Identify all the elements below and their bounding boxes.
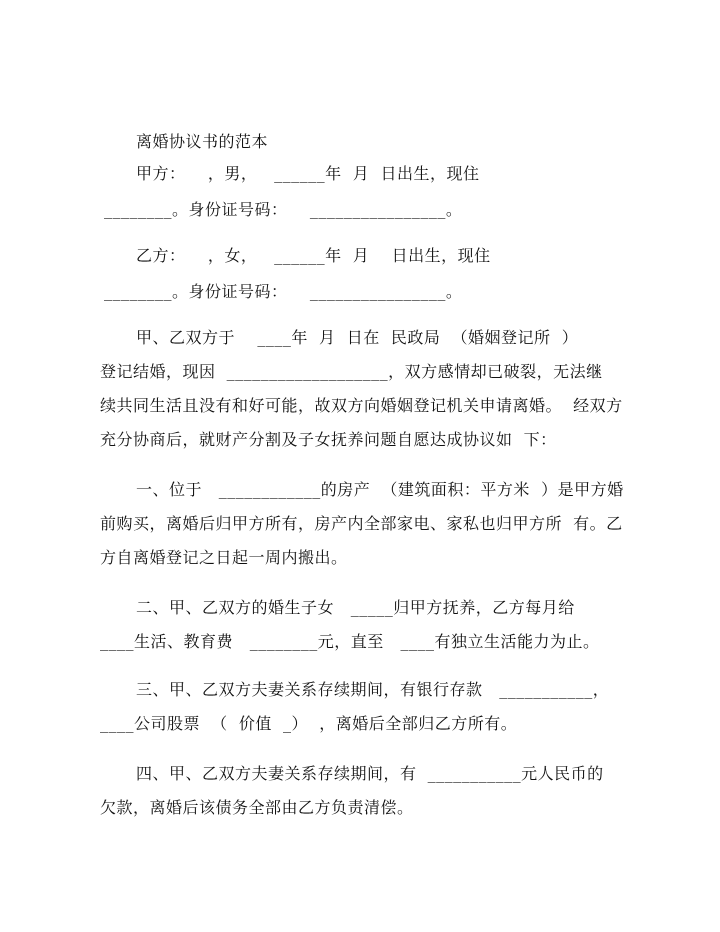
clause-3-line-1: 三、甲、乙双方夫妻关系存续期间，有银行存款 ___________， bbox=[136, 680, 610, 699]
clause-1-line-2: 前购买，离婚后归甲方所有，房产内全部家电、家私也归甲方所 有。乙 bbox=[100, 514, 623, 533]
clause-1-line-1: 一、位于 ____________的房产 （建筑面积：平方米 ）是甲方婚 bbox=[136, 480, 624, 499]
party-b-id-line: ________。身份证号码： ________________。 bbox=[104, 282, 463, 301]
clause-2-line-1: 二、甲、乙双方的婚生子女 _____归甲方抚养，乙方每月给 bbox=[136, 598, 575, 617]
preamble-line-4: 充分协商后，就财产分割及子女抚养问题自愿达成协议如 下： bbox=[100, 430, 557, 449]
preamble-line-1: 甲、乙双方于 ____年 月 日在 民政局 （婚姻登记所 ） bbox=[136, 328, 579, 347]
clause-1-line-3: 方自离婚登记之日起一周内搬出。 bbox=[100, 548, 348, 567]
party-b-line: 乙方： ，女， ______年 月 日出生，现住 bbox=[136, 246, 491, 265]
document-title: 离婚协议书的范本 bbox=[136, 132, 269, 151]
clause-2-line-2: ____生活、教育费 ________元，直至 ____有独立生活能力为止。 bbox=[100, 632, 600, 651]
preamble-line-3: 续共同生活且没有和好可能，故双方向婚姻登记机关申请离婚。 经双方 bbox=[100, 396, 623, 415]
clause-3-line-2: ____公司股票 （ 价值 _） ，离婚后全部归乙方所有。 bbox=[100, 714, 518, 733]
clause-4-line-2: 欠款，离婚后该债务全部由乙方负责清偿。 bbox=[100, 798, 414, 817]
clause-4-line-1: 四、甲、乙双方夫妻关系存续期间，有 ___________元人民币的 bbox=[136, 764, 604, 783]
party-a-id-line: ________。身份证号码： ________________。 bbox=[104, 200, 463, 219]
preamble-line-2: 登记结婚，现因 ___________________，双方感情却已破裂，无法继 bbox=[100, 362, 603, 381]
party-a-line: 甲方： ，男， ______年 月 日出生，现住 bbox=[136, 164, 480, 183]
